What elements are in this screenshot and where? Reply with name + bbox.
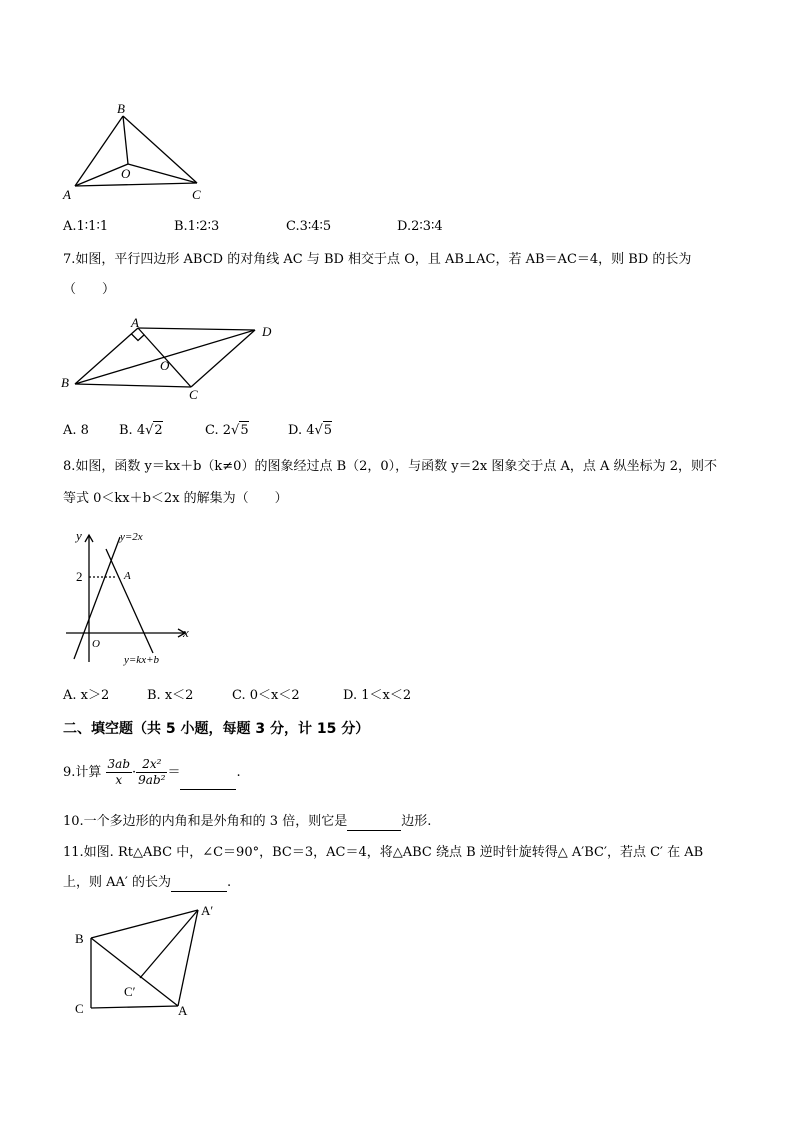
equals-sign: ＝ (167, 765, 181, 780)
rotation-figure-q11 (70, 898, 230, 1023)
sqrt-sign: √ (231, 423, 240, 438)
q10 (63, 813, 431, 831)
q7-option-a[interactable] (63, 422, 119, 440)
q7-option-c[interactable] (205, 421, 288, 440)
q8-options (63, 687, 411, 705)
q8-option-c[interactable]: C. 0＜x＜2 (232, 688, 300, 703)
q10-end: 边形. (401, 814, 432, 829)
q7-option-c-text: C. 2 (205, 423, 232, 438)
answer-blank-q10[interactable] (347, 814, 401, 831)
fraction-1-numerator: 3ab (107, 757, 131, 771)
label-o: O (160, 358, 170, 373)
label-d: D (262, 324, 272, 339)
radicand: 2 (154, 423, 163, 438)
fraction-2-numerator: 2x² (136, 757, 167, 773)
label-c: C (192, 187, 201, 202)
label-a: A (178, 1003, 188, 1018)
answer-blank-q11[interactable] (171, 875, 227, 892)
q7-option-b[interactable] (119, 421, 205, 440)
label-o: O (121, 166, 131, 181)
fraction-2-denominator: 9ab² (138, 773, 166, 787)
radicand: 5 (240, 423, 249, 438)
q7-line1: 7.如图，平行四边形 ABCD 的对角线 AC 与 BD 相交于点 O，且 AB⊥AC，若 AB＝AC＝4，则 BD 的长为 (63, 252, 692, 267)
q8-line2: 等式 0＜kx＋b＜2x 的解集为（ ） (63, 491, 288, 506)
line2-label: y=kx+b (124, 654, 159, 666)
q11-end: . (227, 875, 232, 890)
sqrt-sign: √ (314, 423, 323, 438)
line1-label: y=2x (120, 531, 143, 543)
origin-label: O (92, 638, 100, 650)
q6-option-c[interactable]: C.3∶4∶5 (286, 219, 332, 234)
label-b: B (61, 375, 69, 390)
q8-option-b[interactable]: B. x＜2 (147, 688, 194, 703)
q8-option-d[interactable]: D. 1＜x＜2 (343, 688, 412, 703)
radicand: 5 (323, 423, 333, 438)
label-a: A (63, 187, 71, 202)
q7-option-a-text: A. 8 (63, 423, 89, 438)
fraction-1-denominator: x (115, 773, 123, 787)
label-a: A (131, 315, 139, 330)
q6-option-b[interactable]: B.1∶2∶3 (174, 219, 220, 234)
q11-line1: 11.如图. Rt△ABC 中，∠C＝90°，BC＝3，AC＝4，将△ABC 绕点 B 逆时针旋转得△ A′BC′，若点 C′ 在 AB (63, 845, 704, 860)
label-a-prime: A′ (201, 903, 214, 918)
label-b: B (117, 101, 125, 116)
q11-line2 (63, 874, 231, 892)
function-graph-q8 (62, 527, 202, 672)
q7-line2: （ ） (63, 282, 116, 297)
q9 (63, 756, 241, 792)
q10-text: 10.一个多边形的内角和是外角和的 3 倍，则它是 (63, 814, 348, 829)
label-c-prime: C′ (124, 984, 136, 999)
label-c: C (189, 387, 198, 402)
label-a: A (124, 570, 131, 582)
fraction-2 (136, 757, 167, 788)
q6-options (63, 218, 443, 236)
label-two: 2 (76, 569, 83, 584)
q7-option-d-text: D. 4 (288, 423, 315, 438)
fraction-1 (106, 757, 132, 788)
triangle-figure-q6 (60, 98, 210, 203)
q9-prefix: 9.计算 (63, 765, 102, 780)
axis-y-label: y (76, 528, 82, 543)
answer-blank-q9[interactable] (180, 767, 236, 790)
label-b: B (75, 931, 84, 946)
q7-option-b-text: B. 4 (119, 423, 146, 438)
q8-line1: 8.如图，函数 y＝kx＋b（k≠0）的图象经过点 B（2，0），与函数 y＝2x 图象交于点 A，点 A 纵坐标为 2，则不 (63, 459, 717, 474)
label-c: C (75, 1001, 84, 1016)
q6-option-d[interactable]: D.2∶3∶4 (397, 219, 443, 234)
axis-x-label: x (183, 625, 189, 640)
q7-options (63, 421, 332, 440)
q7-option-d[interactable] (288, 421, 332, 440)
dot-operator: · (132, 765, 137, 780)
sqrt-sign: √ (145, 423, 154, 438)
q9-end: . (236, 765, 241, 780)
q8-option-a[interactable]: A. x＞2 (63, 688, 110, 703)
section-title-fill-blank: 二、填空题（共 5 小题，每题 3 分，计 15 分） (63, 721, 370, 737)
q6-option-a[interactable]: A.1∶1∶1 (63, 219, 109, 234)
q11-line2-text: 上，则 AA′ 的长为 (63, 875, 171, 890)
parallelogram-figure-q7 (58, 314, 288, 404)
